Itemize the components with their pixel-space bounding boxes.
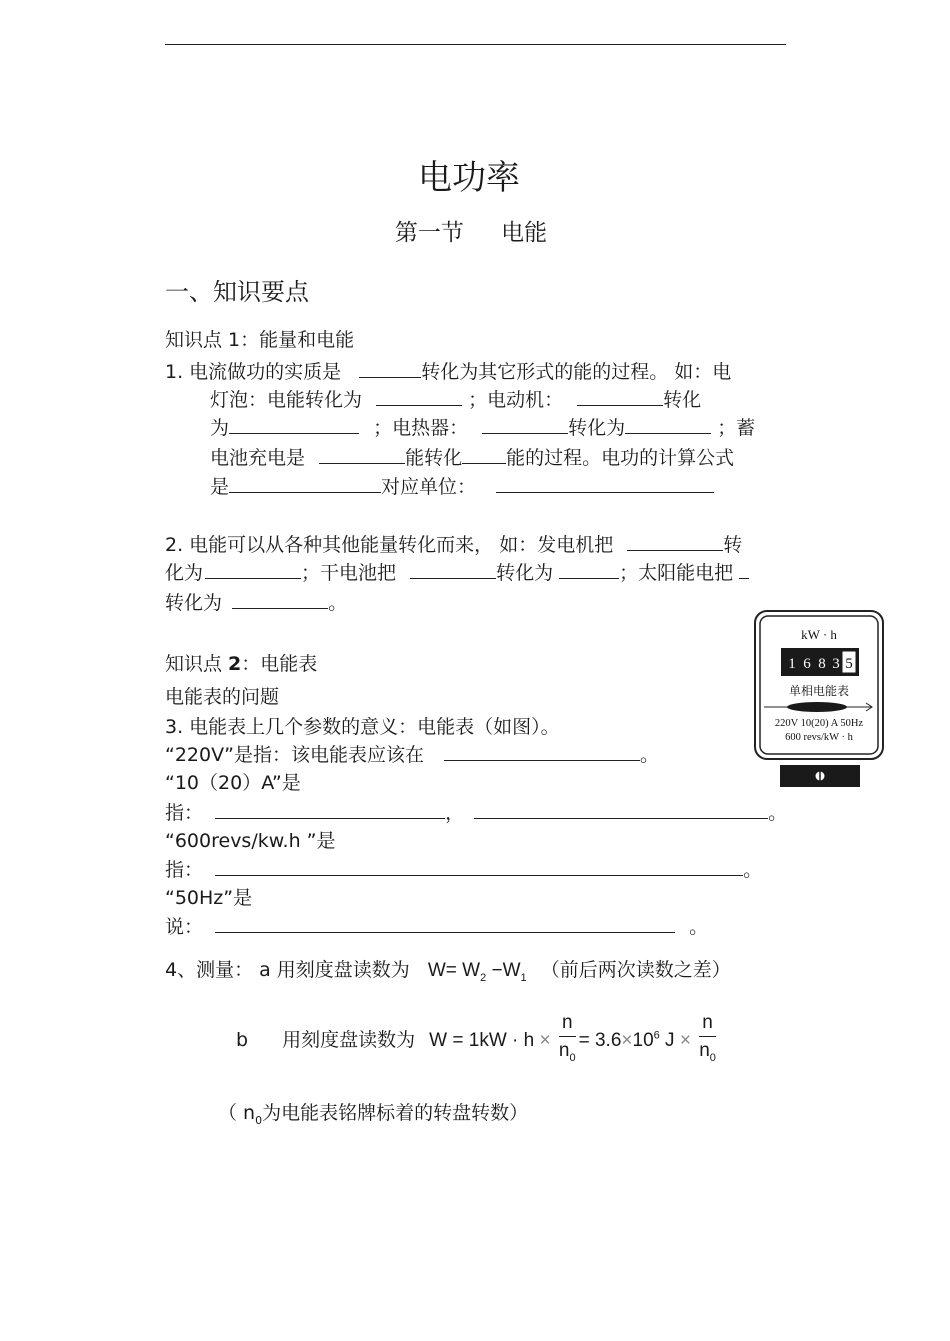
formula-superscript: 6 [653, 1029, 660, 1042]
q2-text: ；干电池把 [301, 562, 397, 584]
blank[interactable] [496, 474, 714, 493]
q1-line1 [165, 357, 731, 384]
q3-text: 。 [689, 916, 709, 938]
fraction [699, 1012, 716, 1070]
meter-digit: 3 [832, 656, 840, 672]
measure-b-label: b [236, 1028, 249, 1051]
note-part: 为电能表铭牌标着的转盘转数） [262, 1102, 529, 1124]
q2-line2 [165, 558, 749, 585]
blank[interactable] [215, 914, 675, 933]
q3-intro: 3. 电能表上几个参数的意义：电能表（如图）。 [165, 716, 560, 738]
kp2-heading-num: 2 [228, 653, 242, 675]
measure-b-text: 用刻度盘读数为 [282, 1028, 416, 1051]
meter-digit: 1 [788, 656, 796, 672]
blank[interactable] [205, 560, 301, 579]
q1-line4 [210, 443, 734, 470]
meter-spec-2: 600 revs/kW · h [785, 732, 853, 743]
measure-a [165, 955, 731, 984]
q2-text: 转 [723, 534, 743, 556]
q1-text: 转化 [663, 389, 702, 411]
q3-text: 。 [768, 802, 788, 824]
blank[interactable] [376, 387, 462, 406]
q1-text: 能转化 [405, 447, 463, 469]
formula-part: n [699, 1040, 710, 1061]
section-heading: 一、知识要点 [165, 278, 309, 306]
note-subscript: 0 [255, 1113, 263, 1127]
header-rule [165, 44, 786, 45]
formula-subscript: 0 [569, 1051, 576, 1064]
fraction-denominator [699, 1037, 716, 1070]
q2-text: 化为 [165, 562, 204, 584]
q1-text: 转化为 [568, 417, 626, 439]
blank[interactable] [739, 560, 749, 579]
formula-part: n [558, 1040, 570, 1061]
meter-last-digit: 5 [845, 656, 853, 672]
q1-text: ；电动机： [468, 389, 564, 411]
measure-a-label: 4、测量： a 用刻度盘读数为 [165, 959, 410, 981]
q2-text: 2. 电能可以从各种其他能量转化而来， 如：发电机把 [165, 534, 614, 556]
times-sign: × [539, 1029, 551, 1051]
electric-meter-drawing [754, 610, 884, 790]
blank[interactable] [559, 560, 619, 579]
kp2-heading [165, 649, 317, 676]
blank[interactable] [474, 800, 768, 819]
measure-a-note: （前后两次读数之差） [540, 959, 731, 981]
note-part: （ n [218, 1102, 256, 1124]
kp1-heading: 知识点 1：能量和电能 [165, 329, 355, 351]
kp2-heading-text: 知识点 [165, 653, 229, 675]
q3-10a-answer [165, 798, 787, 825]
q1-text: 1. 电流做功的实质是 [165, 361, 342, 383]
formula-subscript: 1 [520, 971, 527, 984]
meter-digit: 8 [818, 656, 826, 672]
q1-text: 电池充电是 [210, 447, 306, 469]
blank[interactable] [627, 532, 723, 551]
q1-text: 是 [210, 476, 230, 498]
blank[interactable] [482, 415, 568, 434]
formula-part: J [659, 1029, 680, 1051]
q3-text: ， [445, 802, 465, 824]
blank[interactable] [359, 359, 421, 378]
q1-text: 转化为其它形式的能的过程。 如：电 [421, 361, 732, 383]
q3-10a: “10（20）A”是 [165, 772, 301, 794]
fraction [559, 1012, 576, 1070]
blank[interactable] [444, 742, 640, 761]
q3-text: 。 [640, 744, 660, 766]
q3-50hz-answer [165, 912, 708, 939]
meter-name: 单相电能表 [788, 684, 850, 698]
times-sign: × [679, 1029, 691, 1051]
blank[interactable] [577, 387, 663, 406]
q1-text: 能的过程。电功的计算公式 [506, 447, 735, 469]
fraction-numerator: n [559, 1012, 576, 1037]
q2-text: 。 [328, 592, 348, 614]
q2-text: 转化为 [165, 592, 223, 614]
q2-line3 [165, 588, 347, 615]
kp2-heading-text: ：电能表 [241, 653, 318, 675]
blank[interactable] [319, 445, 405, 464]
blank[interactable] [215, 800, 445, 819]
measure-b [236, 1012, 719, 1070]
q2-text: ；太阳能电把 [619, 562, 734, 584]
q3-text: 说： [165, 916, 204, 938]
q3-text: “220V”是指：该电能表应该在 [165, 744, 424, 766]
formula-subscript: 0 [709, 1051, 716, 1064]
times-sign: × [621, 1029, 633, 1051]
q1-text: ；蓄 [717, 417, 756, 439]
blank[interactable] [215, 857, 743, 876]
kp2-subheading: 电能表的问题 [165, 686, 280, 708]
meter-unit: kW · h [801, 627, 837, 642]
q3-600revs-answer [165, 855, 762, 882]
blank[interactable] [232, 590, 328, 609]
q3-220v [165, 740, 659, 767]
formula-part: W = 1kW · h [429, 1029, 535, 1051]
blank[interactable] [229, 474, 381, 493]
formula-part: 10 [632, 1029, 654, 1051]
q1-text: ；电热器： [373, 417, 469, 439]
formula-subscript: 2 [480, 971, 487, 984]
formula-part: = 3.6 [578, 1029, 622, 1051]
q3-text: 。 [743, 859, 763, 881]
meter-spec-1: 220V 10(20) A 50Hz [774, 718, 864, 729]
page-title: 电功率 [418, 158, 520, 198]
rotating-disk [787, 702, 847, 712]
q1-line2 [210, 385, 701, 412]
q1-text: 对应单位： [381, 476, 477, 498]
fraction-denominator [559, 1037, 576, 1070]
q2-line1 [165, 530, 742, 557]
blank[interactable] [462, 445, 506, 464]
q3-50hz: “50Hz”是 [165, 887, 253, 909]
section-subtitle: 第一节 电能 [394, 220, 548, 246]
meter-digit: 6 [803, 656, 811, 672]
q2-text: 转化为 [496, 562, 554, 584]
q1-line3 [210, 413, 755, 440]
measure-b-formula [429, 1012, 719, 1064]
blank[interactable] [229, 415, 359, 434]
measure-note [218, 1098, 528, 1127]
formula-part: W= W [427, 960, 481, 981]
blank[interactable] [410, 560, 496, 579]
fraction-numerator: n [699, 1012, 716, 1037]
q3-600revs: “600revs/kw.h ”是 [165, 830, 336, 852]
electric-meter-figure [754, 610, 884, 790]
q1-text: 为 [210, 417, 230, 439]
q3-text: 指： [165, 859, 204, 881]
q3-text: 指： [165, 802, 204, 824]
blank[interactable] [625, 415, 711, 434]
q1-text: 灯泡：电能转化为 [210, 389, 363, 411]
formula-part: −W [486, 960, 521, 981]
q1-line5 [210, 472, 714, 499]
measure-a-formula [427, 960, 527, 984]
